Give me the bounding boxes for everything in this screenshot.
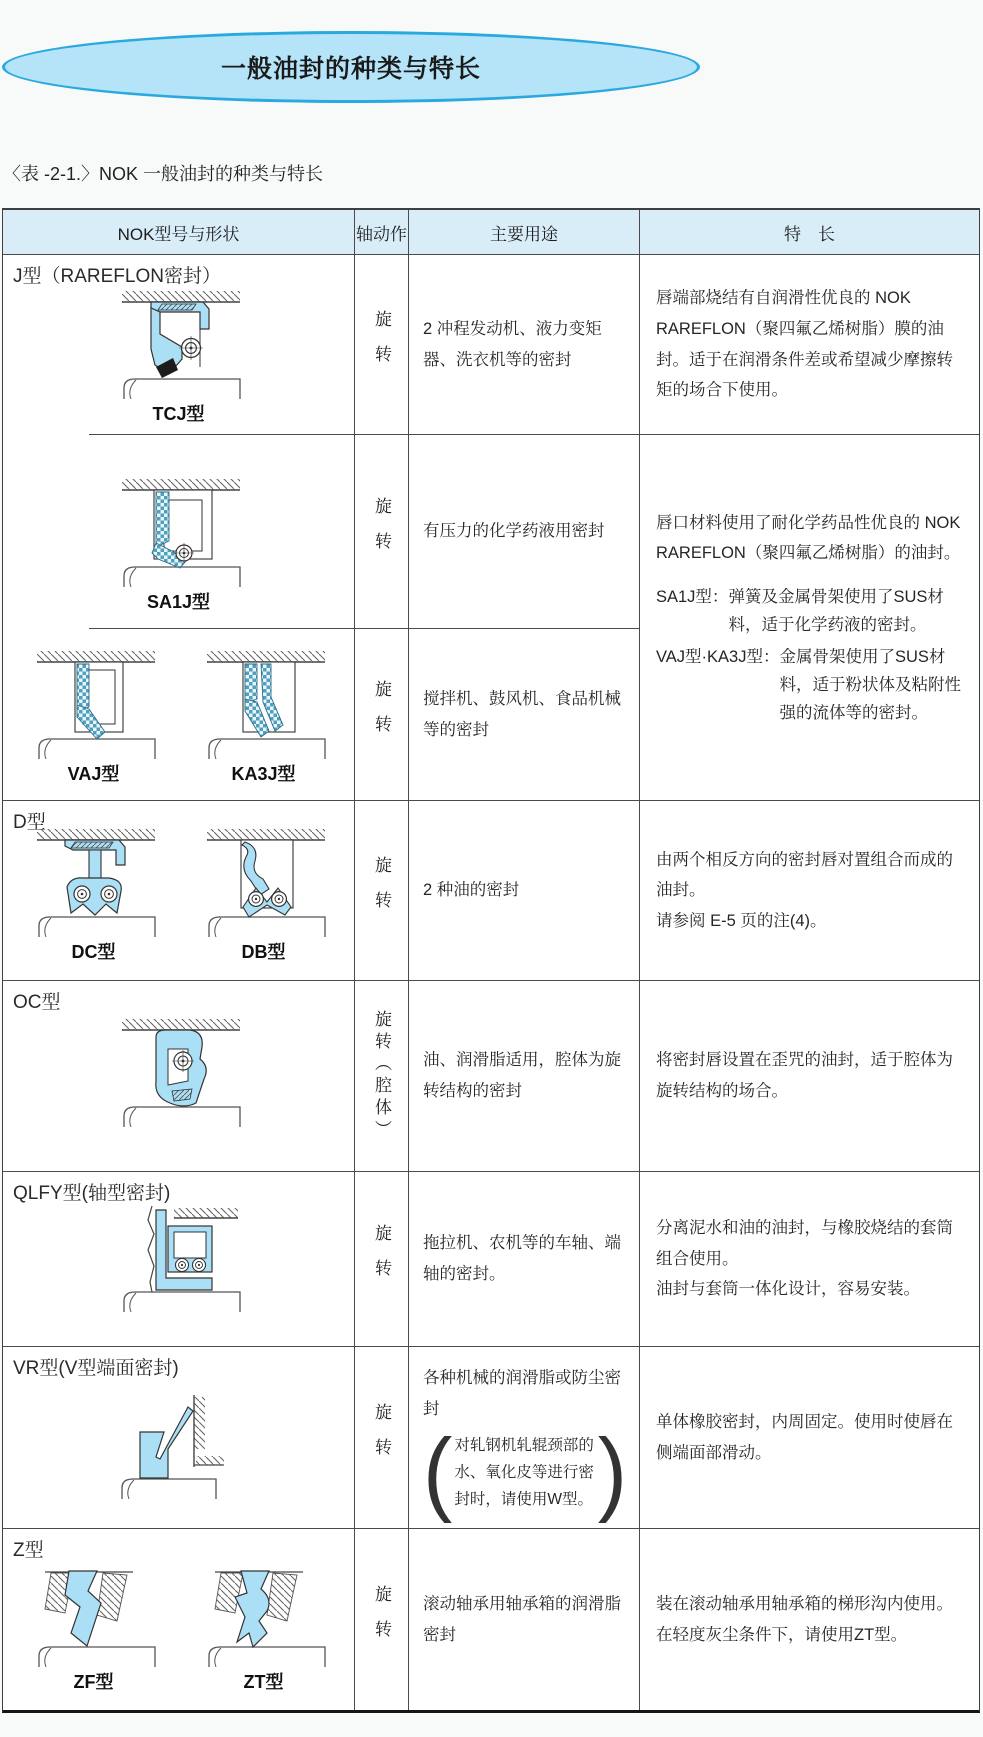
shaft — [209, 917, 325, 937]
header-features: 特 长 — [639, 210, 979, 254]
diagram-label-ka3j: KA3J型 — [231, 764, 296, 784]
usage-cell-oc — [408, 981, 639, 1171]
shaft — [209, 1647, 325, 1667]
feature-desc: 弹簧及金属骨架使用了SUS材料，适于化学药液的密封。 — [728, 587, 944, 634]
dc-seal-diagram — [9, 825, 179, 937]
shape-cell-vr — [3, 1347, 354, 1528]
usage-note-text: 对轧钢机轧辊颈部的水、氧化皮等进行密封时，请使用W型。 — [454, 1437, 594, 1509]
feature-term: SA1J型： — [656, 587, 729, 606]
table-header-row — [3, 210, 979, 254]
group-label-vr: VR型(V型端面密封) — [13, 1358, 179, 1379]
feature-text: 油封与套筒一体化设计，容易安装。 — [656, 1280, 920, 1299]
shaft — [39, 1647, 155, 1667]
motion-cell-vr — [354, 1347, 408, 1528]
table-caption: 〈表 -2-1.〉NOK 一般油封的种类与特长 — [3, 164, 324, 184]
group-label-d: D型 — [13, 812, 46, 833]
header-shaft-motion: 轴动作 — [354, 210, 408, 254]
usage-cell-qlfy — [408, 1172, 639, 1346]
motion-text: 旋转（腔体） — [372, 1010, 391, 1142]
usage-text: 各种机械的润滑脂或防尘密封 — [423, 1369, 621, 1418]
sa1j-seal-diagram — [94, 475, 264, 587]
counterface-wall — [194, 1395, 224, 1467]
garter-spring — [248, 892, 263, 907]
group-label-z: Z型 — [13, 1540, 44, 1561]
shape-cell-d — [3, 801, 354, 980]
feature-cell-j-merged — [639, 435, 979, 800]
feature-cell-qlfy — [639, 1172, 979, 1346]
feature-desc: 金属骨架使用了SUS材料，适于粉状体及粘附性强的流体等的密封。 — [779, 647, 961, 723]
shaft — [122, 1479, 216, 1499]
divider — [89, 628, 354, 629]
usage-text: 搅拌机、鼓风机、食品机械等的密封 — [423, 689, 621, 739]
diagram-label-sa1j: SA1J型 — [146, 592, 211, 612]
garter-spring — [74, 886, 90, 902]
motion-text: 旋转 — [372, 496, 391, 567]
motion-cell-qlfy — [354, 1172, 408, 1346]
feature-text: 唇端部烧结有自润滑性优良的 NOK RAREFLON（聚四氟乙烯树脂）膜的油封。适于在润滑条件差或希望减少摩擦转矩的场合下使用。 — [656, 289, 953, 400]
feature-intro: 唇口材料使用了耐化学药品性优良的 NOK RAREFLON（聚四氟乙烯树脂）的油封。 — [656, 513, 961, 563]
motion-text: 旋转 — [372, 1224, 391, 1294]
diagram-label-dc: DC型 — [71, 942, 116, 962]
feature-cell-oc — [639, 981, 979, 1171]
shaft — [124, 379, 240, 399]
group-label-oc: OC型 — [13, 992, 61, 1013]
motion-cell-z — [354, 1529, 408, 1710]
housing-hatch — [122, 479, 240, 490]
feature-text: 在轻度灰尘条件下，请使用ZT型。 — [656, 1625, 908, 1644]
shape-cell-tcj — [3, 255, 354, 435]
vr-seal-diagram — [94, 1387, 264, 1499]
header-type-shape: NOK型号与形状 — [117, 224, 240, 244]
housing-hatch — [122, 1019, 240, 1030]
usage-text: 拖拉机、农机等的车轴、端轴的密封。 — [423, 1234, 621, 1283]
shape-cell-vaj-ka3j — [3, 629, 354, 800]
diagram-label-tcj: TCJ型 — [152, 404, 205, 424]
shaft — [124, 567, 240, 587]
diagram-label-vaj: VAJ型 — [67, 764, 120, 784]
header-main-use: 主要用途 — [408, 210, 639, 254]
housing-hatch — [37, 651, 155, 662]
motion-text: 旋转 — [372, 679, 391, 750]
close-paren: ) — [597, 1419, 627, 1524]
usage-text: 油、润滑脂适用，腔体为旋转结构的密封 — [423, 1051, 621, 1100]
shaft — [39, 917, 155, 937]
feature-cell-tcj — [639, 255, 979, 435]
db-seal-diagram — [179, 825, 349, 937]
usage-cell-d — [408, 801, 639, 980]
feature-cell-z — [639, 1529, 979, 1710]
housing-hatch — [174, 1208, 238, 1218]
garter-spring — [192, 1259, 205, 1272]
shaft — [39, 739, 155, 759]
seal-types-table — [2, 208, 980, 1713]
shape-cell-z — [3, 1529, 354, 1710]
shaft — [124, 1107, 240, 1127]
feature-term: VAJ型·KA3J型： — [656, 647, 780, 666]
oc-seal-diagram — [94, 1015, 264, 1127]
motion-cell-oc — [354, 981, 408, 1171]
garter-spring — [179, 336, 203, 360]
shape-cell-qlfy — [3, 1172, 354, 1346]
ka3j-seal-diagram — [179, 647, 349, 759]
motion-cell-vaj-ka3j — [354, 629, 408, 800]
open-paren: ( — [423, 1419, 453, 1524]
group-row-vr — [3, 1346, 979, 1528]
usage-note — [423, 1419, 627, 1524]
motion-text: 旋转 — [372, 855, 391, 926]
motion-text: 旋转 — [372, 1584, 391, 1655]
seal-body — [151, 302, 209, 378]
group-row-d — [3, 800, 979, 980]
usage-cell-vaj-ka3j — [408, 629, 639, 800]
usage-cell-vr — [408, 1347, 639, 1528]
housing-hatch — [207, 829, 325, 840]
usage-text: 2 冲程发动机、液力变矩器、洗衣机等的密封 — [423, 319, 602, 369]
divider — [89, 434, 354, 435]
motion-cell-d — [354, 801, 408, 980]
group-row-z — [3, 1528, 979, 1710]
feature-text: 将密封唇设置在歪咒的油封，适于腔体为旋转结构的场合。 — [656, 1051, 953, 1100]
zt-seal-diagram — [179, 1555, 349, 1667]
group-row-j — [3, 254, 979, 800]
housing-hatch — [37, 829, 155, 840]
garter-spring — [271, 892, 286, 907]
feature-cell-vr — [639, 1347, 979, 1528]
feature-text: 装在滚动轴承用轴承箱的梯形沟内使用。 — [656, 1594, 953, 1613]
usage-text: 滚动轴承用轴承箱的润滑脂密封 — [423, 1594, 621, 1644]
housing-hatch — [122, 291, 240, 302]
title-ellipse — [2, 31, 700, 103]
feature-cell-d — [639, 801, 979, 980]
page-title: 一般油封的种类与特长 — [220, 55, 481, 83]
usage-text: 有压力的化学药液用密封 — [423, 522, 605, 541]
seal-body — [140, 1407, 193, 1478]
group-label-qlfy: QLFY型(轴型密封) — [13, 1183, 171, 1204]
group-row-qlfy — [3, 1171, 979, 1346]
shaft — [209, 739, 325, 759]
feature-text: 由两个相反方向的密封唇对置组合而成的油封。 — [656, 850, 953, 900]
seal-body — [65, 840, 125, 915]
feature-text: 单体橡胶密封，内周固定。使用时使唇在侧端面部滑动。 — [656, 1412, 953, 1462]
diagram-label-zf: ZF型 — [73, 1672, 114, 1692]
feature-item-sa1j — [656, 583, 967, 639]
usage-cell-z — [408, 1529, 639, 1710]
group-label-j: J型（RAREFLON密封） — [13, 266, 221, 287]
qlfy-seal-diagram — [94, 1200, 264, 1312]
feature-text: 分离泥水和油的油封，与橡胶烧结的套筒组合使用。 — [656, 1219, 953, 1268]
usage-cell-tcj — [408, 255, 639, 435]
group-row-oc — [3, 980, 979, 1171]
usage-text: 2 种油的密封 — [423, 881, 520, 900]
shaft — [124, 1292, 240, 1312]
motion-text: 旋转 — [372, 1402, 391, 1473]
motion-text: 旋转 — [372, 309, 391, 380]
usage-cell-sa1j — [408, 435, 639, 629]
tcj-seal-diagram — [94, 287, 264, 399]
garter-spring — [101, 886, 117, 902]
shape-cell-sa1j — [3, 435, 354, 629]
feature-text: 请参阅 E-5 页的注(4)。 — [656, 911, 827, 930]
housing-hatch — [207, 651, 325, 662]
seal-body — [65, 1571, 101, 1646]
diagram-label-zt: ZT型 — [243, 1672, 284, 1692]
zf-seal-diagram — [9, 1555, 179, 1667]
shape-cell-oc — [3, 981, 354, 1171]
motion-cell-sa1j — [354, 435, 408, 629]
motion-cell-tcj — [354, 255, 408, 435]
vaj-seal-diagram — [9, 647, 179, 759]
feature-item-vaj-ka3j — [656, 643, 967, 727]
garter-spring — [175, 1259, 188, 1272]
diagram-label-db: DB型 — [241, 942, 286, 962]
